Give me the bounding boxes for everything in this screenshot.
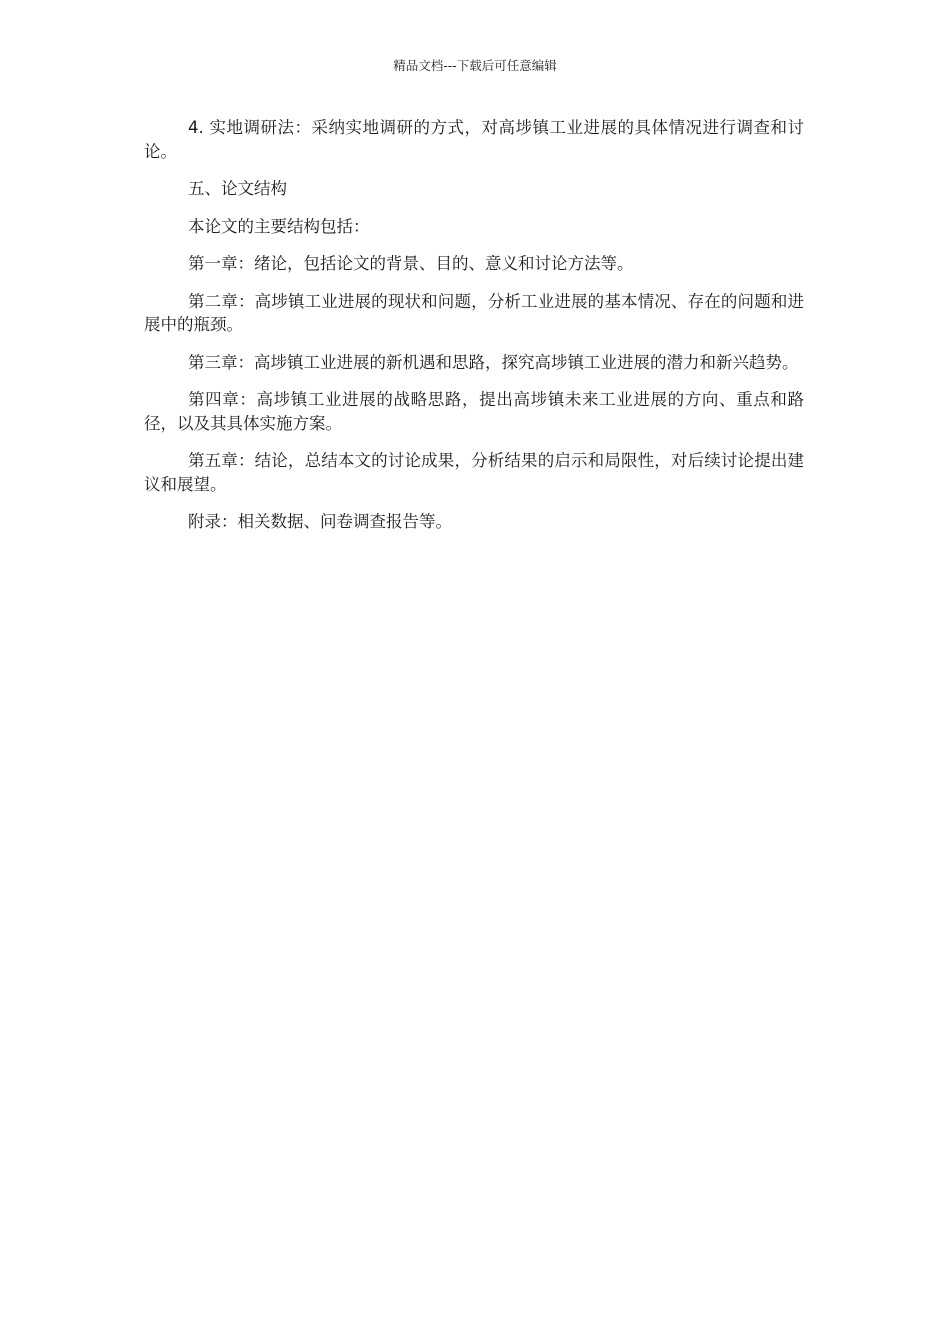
document-body: [144, 116, 804, 548]
paragraph-research-method: 4. 实地调研法：采纳实地调研的方式，对高埗镇工业进展的具体情况进行调查和讨论。: [144, 118, 804, 161]
paragraph-appendix: 附录：相关数据、问卷调查报告等。: [188, 512, 452, 531]
paragraph-structure-intro: 本论文的主要结构包括：: [188, 216, 370, 236]
paragraph-chapter-4: 第四章：高埗镇工业进展的战略思路，提出高埗镇未来工业进展的方向、重点和路径，以及其具体实施方案。: [144, 390, 804, 433]
paragraph-chapter-1: 第一章：绪论，包括论文的背景、目的、意义和讨论方法等。: [188, 254, 634, 273]
paragraph-chapter-5: 第五章：结论，总结本文的讨论成果，分析结果的启示和局限性，对后续讨论提出建议和展望。: [144, 451, 804, 494]
paragraph-chapter-2: 第二章：高埗镇工业进展的现状和问题，分析工业进展的基本情况、存在的问题和进展中的瓶颈。: [144, 291, 804, 334]
section-heading-structure: 五、论文结构: [188, 179, 287, 198]
page-header: 精品文档---下载后可任意编辑: [393, 58, 557, 73]
paragraph-chapter-3: 第三章：高埗镇工业进展的新机遇和思路，探究高埗镇工业进展的潜力和新兴趋势。: [188, 352, 799, 372]
